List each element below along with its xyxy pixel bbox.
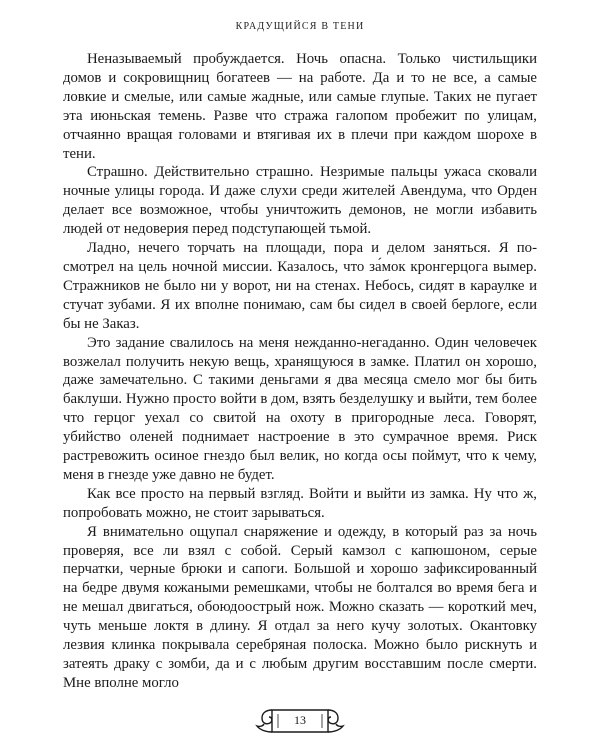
page-number: 13 xyxy=(294,713,306,727)
page-number-ornament xyxy=(254,706,346,736)
paragraph: Неназываемый пробуждается. Ночь опасна. Только чистильщики домов и сокровищниц богатеев — на работе. Да и то не все, а самые ловкие и смелые, или самые жадные, или самые глупые. Таких не пугает эта июньская темень. Разве что стража галопом пробежит по улицам, отчаянно вращая головами и втягивая их в плечи при каждом шорохе в тени. xyxy=(63,51,537,162)
paragraph: Это задание свалилось на меня нежданно-негаданно. Один человечек возжелал получить некую вещь, хранящуюся в замке. Платил он хорошо, даже замечательно. С такими деньгами я два месяца смело мог бы бить баклуши. Нужно просто войти в дом, взять безделушку и выйти, тем более что герцог уехал со свитой на охоту в пригородные леса. Говорят, убийство оленей поднимает настроение в это сумрачное время. Риск растревожить осиное гнездо был велик, но когда осы поймут, что к чему, меня в гнезде уже давно не будет. xyxy=(63,334,537,483)
paragraph: Ладно, нечего торчать на площади, пора и делом заняться. Я посмотрел на цель ночной миссии. Казалось, что за́мок кронгерцога вымер. Стражников не было ни у ворот, ни на стенах. Небось, сидят в караулке и стучат зубами. Я их вполне понимаю, сам бы сидел в своей берлоге, если бы не Заказ. xyxy=(63,240,537,332)
paragraph: Как все просто на первый взгляд. Войти и выйти из замка. Ну что ж, попробовать можно, не стоит зарываться. xyxy=(63,485,537,521)
running-head: КРАДУЩИЙСЯ В ТЕНИ xyxy=(235,21,365,32)
paragraph: Я внимательно ощупал снаряжение и одежду, в который раз за ночь проверяя, все ли взял с собой. Серый камзол с капюшоном, серые перчатки, черные брюки и сапоги. Большой и хорошо зафиксированный на бедре двумя кожаными ремешками, чтобы не болтался во время бега и не мешал двигаться, обоюдоострый нож. Можно сказать — короткий меч, чуть меньше локтя в длину. Я отдал за него кучу золотых. Окантовку лезвия клинка покрывала серебряная полоска. Можно было рискнуть и затеять драку с зомби, да и с любым другим восставшим после смерти. Мне вполне могло xyxy=(63,523,537,691)
paragraph: Страшно. Действительно страшно. Незримые пальцы ужаса сковали ночные улицы города. И даже слухи среди жителей Авендума, что Орден делает все возможное, чтобы уничтожить демонов, не могли избавить людей от недоверия перед подступающей тьмой. xyxy=(63,164,537,238)
body-text xyxy=(63,50,537,693)
